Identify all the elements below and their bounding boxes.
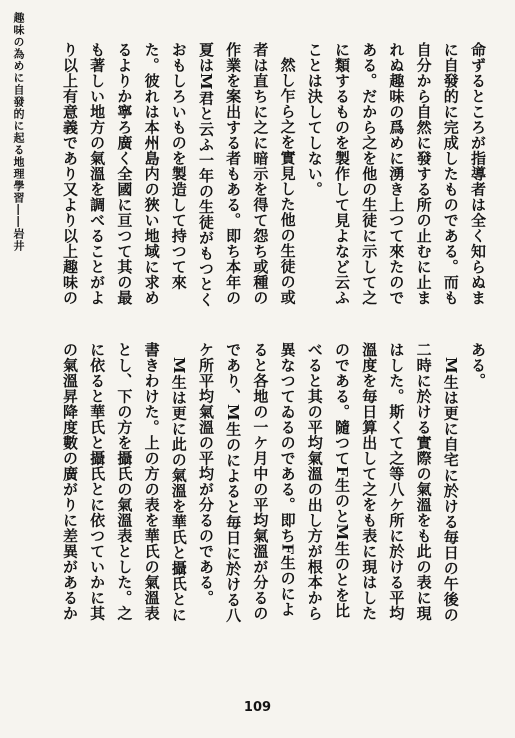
paragraph: 命ずるところが指導者は全く知らぬまに自發的に完成したものである。而も自分から自然に發する所の止むに止まれぬ趣味の爲めに湧き上つて來たのである。だから之を他の生徒に示して之に類するものを製作して見よなど云ふことは決してしない。: [305, 42, 487, 306]
running-head: 趣味の為めに自發的に起る地理學習――岩井: [12, 12, 25, 252]
paragraph: M生は更に此の氣溫を華氏と攝氏とに書きわけた。上の方の表を華氏の氣溫表とし、下の方を攝氏の氣溫表とした。之に依ると華氏と攝氏とに依つていかに其の氣溫昇降度數の廣がりに差異があるか: [60, 342, 188, 623]
paragraph: M生は更に自宅に於ける毎日の午後の二時に於ける實際の氣溫をも此の表に現はした。斯くて之等八ケ所に於ける平均溫度を毎日算出して之をも表に現はしたのである。隨つてF生のとM生のとを比べると其の平均氣溫の出し方が根本から異なつてゐるのである。即ちF生のによると各地の一ケ月中の平均氣溫が分るのであり、M生のによると毎日に於ける八ケ所平均氣溫の平均が分るのである。: [196, 342, 460, 623]
lower-text-block: [51, 342, 491, 632]
page-number: 109: [243, 700, 272, 715]
paragraph: ある。: [469, 342, 487, 389]
paragraph: 然し乍ら之を實見した他の生徒の或者は直ちに之に暗示を得て怨ち或種の作業を案出する者もある。即ち本年の夏はM君と云ふ一年の生徒がもつとくおもしろいものを製造して持つて來た。彼れは本州島内の狹い地域に求めるよりか寧ろ廣く全國に亘つて其の最も著しい地方の氣溫を調べることがより以上有意義であり又より以上趣味の: [60, 42, 297, 308]
upper-text-block: [51, 42, 491, 312]
